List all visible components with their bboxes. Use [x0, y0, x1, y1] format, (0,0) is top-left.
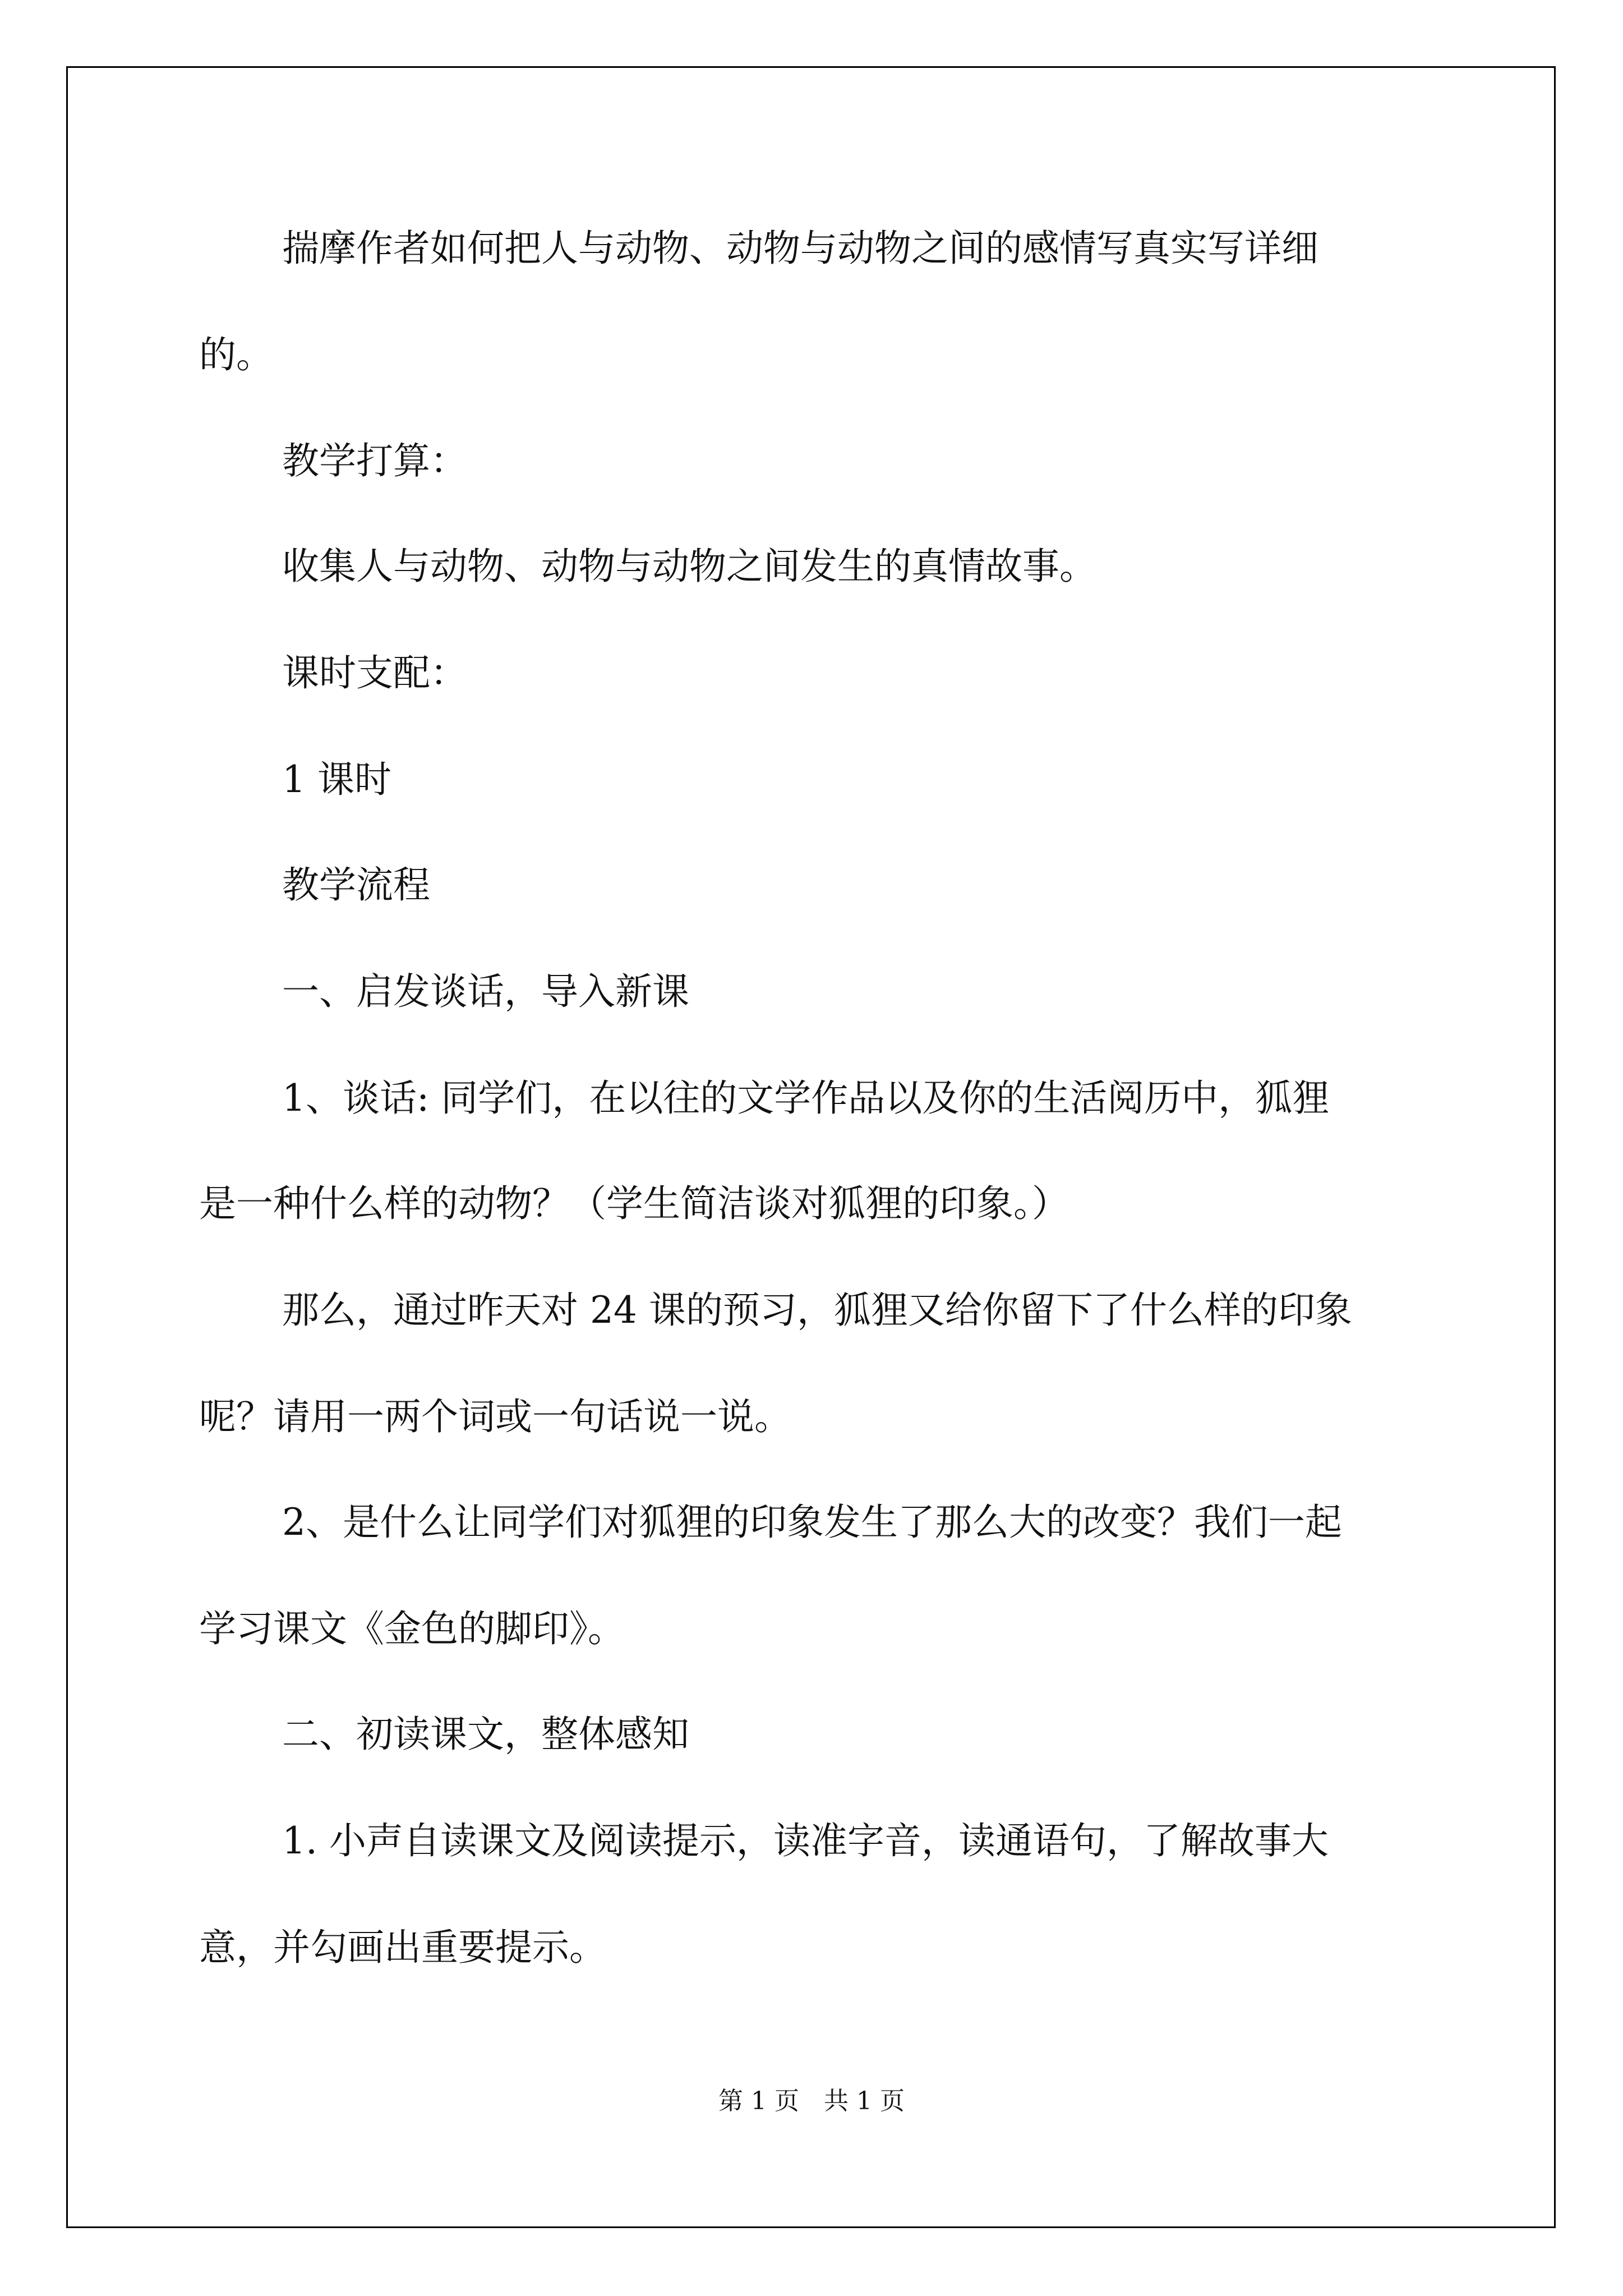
paragraph-line: 的。	[199, 333, 273, 376]
paragraph-line: 那么，通过昨天对 24 课的预习，狐狸又给你留下了什么样的印象	[282, 1289, 1352, 1332]
paragraph-line: 收集人与动物、动物与动物之间发生的真情故事。	[282, 545, 1096, 588]
paragraph-line: 是一种什么样的动物？（学生简洁谈对狐狸的印象。）	[199, 1182, 1069, 1225]
paragraph-line: 呢？请用一两个词或一句话说一说。	[199, 1395, 791, 1438]
paragraph-line: 意，并勾画出重要提示。	[199, 1926, 606, 1969]
page-number-footer: 第 1 页 共 1 页	[718, 2087, 905, 2115]
paragraph-line: 1 课时	[282, 758, 391, 801]
paragraph-line: 2、是什么让同学们对狐狸的印象发生了那么大的改变？我们一起	[282, 1501, 1342, 1544]
paragraph-line: 学习课文《金色的脚印》。	[199, 1607, 625, 1650]
section-label: 课时支配：	[282, 651, 467, 694]
paragraph-line: 1、谈话: 同学们，在以往的文学作品以及你的生活阅历中，狐狸	[282, 1076, 1330, 1120]
section-label: 教学流程	[282, 863, 430, 907]
section-label: 教学打算：	[282, 439, 467, 482]
section-heading: 二、初读课文，整体感知	[282, 1713, 689, 1756]
paragraph-line: 1. 小声自读课文及阅读提示，读准字音，读通语句，了解故事大	[282, 1819, 1329, 1862]
section-heading: 一、启发谈话，导入新课	[282, 970, 689, 1013]
paragraph-line: 揣摩作者如何把人与动物、动物与动物之间的感情写真实写详细	[282, 227, 1318, 270]
page-border	[66, 66, 1556, 2228]
